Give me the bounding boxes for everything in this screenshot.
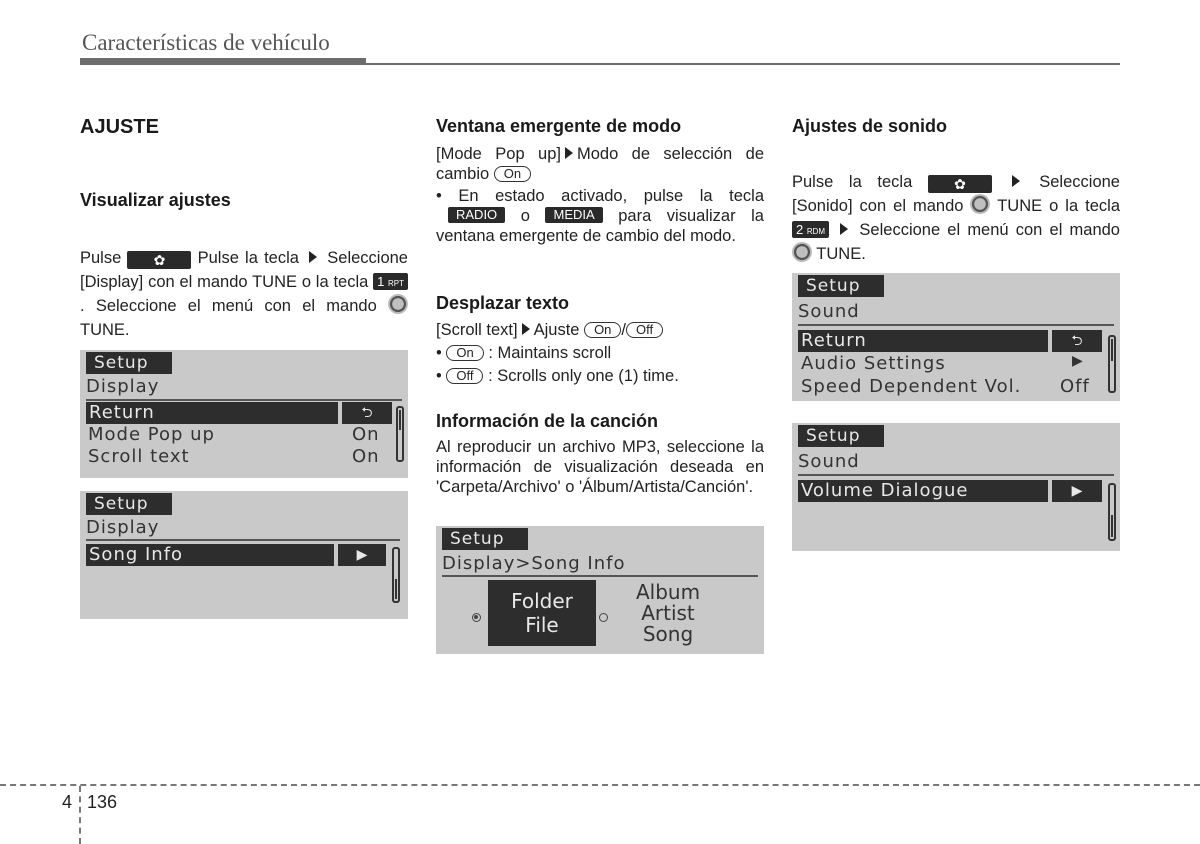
text: Pulse la tecla (197, 249, 299, 267)
arrow-right-icon (522, 323, 530, 335)
screen-sound-settings (792, 273, 1120, 401)
screen-title: Setup (86, 493, 172, 515)
option-line: Album (635, 580, 701, 604)
divider (442, 575, 758, 577)
text: Modo de selección de cambio (436, 145, 764, 183)
paragraph-mode-popup (436, 144, 764, 184)
text: / (621, 321, 626, 339)
text: : Scrolls only one (1) time. (488, 367, 679, 385)
menu-value: Off (1060, 376, 1090, 397)
option-line: File (525, 613, 559, 637)
setup-key-gear-icon: ✿ (127, 251, 191, 269)
divider (86, 539, 400, 541)
scrollbar-thumb (1111, 339, 1113, 361)
heading-informacion-cancion: Información de la canción (436, 411, 659, 431)
screen-subtitle: Sound (798, 451, 860, 472)
header-rule-thick (80, 58, 366, 65)
footer-dashed-rule (0, 784, 1200, 786)
page-number: 136 (87, 792, 118, 812)
tune-knob-icon (388, 294, 408, 314)
text: TUNE. (816, 245, 866, 263)
menu-row-volume-dialogue: Volume Dialogue (798, 480, 1048, 502)
arrow-right-icon (1012, 175, 1020, 187)
menu-row-mode-popup: Mode Pop up (88, 424, 215, 445)
paragraph-visualizar (80, 246, 408, 342)
option-line: Folder (511, 589, 573, 613)
arrow-right-icon: ▶ (1072, 353, 1084, 369)
menu-row-song-info: Song Info (86, 544, 334, 566)
arrow-right-icon (840, 223, 848, 235)
subheading-visualizar-ajustes: Visualizar ajustes (80, 190, 231, 210)
key-radio: RADIO (448, 207, 505, 223)
text: [Mode Pop up] (436, 145, 561, 163)
radio-folder-file (472, 613, 481, 622)
arrow-right-icon: ▶ (338, 544, 386, 566)
menu-value: On (352, 446, 380, 467)
page-header-title: Características de vehículo (82, 30, 330, 55)
text: TUNE. (80, 321, 130, 339)
pill-off: Off (446, 368, 483, 384)
heading-desplazar-texto: Desplazar texto (436, 293, 570, 313)
text: TUNE o la tecla (997, 197, 1121, 215)
screen-display-settings (80, 350, 408, 478)
section-heading-ajuste: AJUSTE (80, 116, 159, 138)
menu-row-return: Return (86, 402, 338, 424)
key-media: MEDIA (545, 207, 602, 223)
screen-subtitle: Display (86, 376, 160, 397)
text: Seleccione [Sonido] con el mando (792, 173, 1120, 215)
screen-song-info (80, 491, 408, 619)
screen-title: Setup (798, 425, 884, 447)
bullet-mode-popup (436, 186, 764, 246)
radio-album-artist-song (599, 613, 608, 622)
scrollbar-thumb (395, 579, 397, 599)
heading-ventana-emergente: Ventana emergente de modo (436, 116, 682, 136)
scrollbar (1108, 335, 1116, 393)
text: Seleccione el menú con el mando (859, 221, 1120, 239)
return-icon: ⮌ (342, 402, 392, 424)
pill-on: On (584, 322, 621, 338)
screen-subtitle: Display (86, 517, 160, 538)
key-sub: RDM (806, 227, 826, 236)
footer-dashed-divider (79, 786, 81, 844)
text: Pulse (80, 249, 122, 267)
text: [Scroll text] (436, 321, 518, 339)
screen-title: Setup (442, 528, 528, 550)
key-number: 1 (377, 274, 385, 289)
menu-row-return: Return (798, 330, 1048, 352)
arrow-right-icon: ▶ (1052, 480, 1102, 502)
divider (86, 399, 402, 401)
scrollbar (1108, 483, 1116, 541)
tune-knob-icon (970, 194, 990, 214)
paragraph-song-info: Al reproducir un archivo MP3, seleccione la información de visualización deseada en 'Carpeta/Archivo' o 'Álbum/Artista/Canción'. (436, 438, 764, 496)
pill-on: On (446, 345, 483, 361)
text: para visualizar la ventana emergente de cambio del modo. (436, 207, 764, 245)
pill-off: Off (626, 322, 663, 338)
screen-subtitle: Display>Song Info (442, 553, 626, 574)
pill-on: On (494, 166, 531, 182)
return-icon: ⮌ (1052, 330, 1102, 352)
divider (798, 324, 1114, 326)
screen-song-info-options (436, 526, 764, 654)
menu-row-audio-settings: Audio Settings (801, 353, 946, 374)
screen-title: Setup (86, 352, 172, 374)
option-album-artist-song (616, 582, 720, 645)
key-1-rpt (373, 273, 408, 290)
line-scroll-text (436, 320, 764, 340)
text: Ajuste (533, 321, 580, 339)
bullet-off: • Off : Scrolls only one (1) time. (436, 367, 679, 385)
bullet-on: • On : Maintains scroll (436, 344, 612, 362)
tune-knob-icon (792, 242, 812, 262)
option-line: Song (642, 622, 694, 646)
scrollbar-thumb (1111, 515, 1113, 537)
text: • En estado activado, pulse la tecla (436, 187, 764, 205)
setup-key-gear-icon: ✿ (928, 175, 992, 193)
menu-row-scroll-text: Scroll text (88, 446, 190, 467)
key-2-rdm (792, 221, 829, 238)
screen-title: Setup (798, 275, 884, 297)
text: Pulse la tecla (792, 173, 913, 191)
key-sub: RPT (388, 279, 404, 288)
text: . Seleccione el menú con el mando (80, 297, 377, 315)
scrollbar (392, 547, 400, 603)
screen-volume-dialogue (792, 423, 1120, 551)
arrow-right-icon (309, 251, 317, 263)
arrow-right-icon (565, 147, 573, 159)
text: o (520, 207, 530, 225)
header-rule-thin (366, 63, 1120, 65)
option-folder-file (488, 580, 596, 646)
screen-subtitle: Sound (798, 301, 860, 322)
text: : Maintains scroll (488, 344, 612, 362)
heading-ajustes-sonido: Ajustes de sonido (792, 116, 948, 136)
paragraph-sound (792, 170, 1120, 266)
scrollbar-thumb (399, 410, 401, 430)
divider (798, 474, 1114, 476)
scrollbar (396, 406, 404, 462)
key-number: 2 (796, 222, 804, 237)
menu-row-speed-dependent-vol: Speed Dependent Vol. (801, 376, 1022, 397)
menu-value: On (352, 424, 380, 445)
chapter-number: 4 (62, 792, 73, 812)
text: Seleccione [Display] con el mando TUNE o la tecla (80, 249, 408, 291)
option-line: Artist (641, 601, 695, 625)
